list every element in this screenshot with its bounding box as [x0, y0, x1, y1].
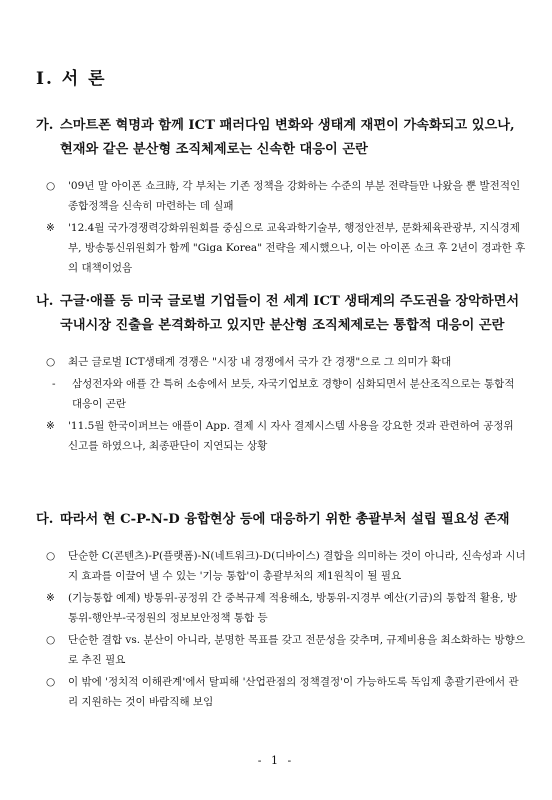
- section-items: [36, 546, 526, 712]
- section-items: [36, 352, 526, 456]
- list-item: [36, 176, 526, 216]
- note-mark-icon: ※: [46, 222, 55, 234]
- list-item-text: 이 밖에 '정치적 이해관계'에서 탈피해 '산업관점의 정책결정'이 가능하도록 독임제 총괄기관에서 관리 지원하는 것이 바람직해 보임: [68, 676, 519, 708]
- list-item-text: 최근 글로벌 ICT생태계 경쟁은 "시장 내 경쟁에서 국가 간 경쟁"으로 그 의미가 확대: [68, 356, 452, 368]
- note-mark-icon: ※: [46, 420, 55, 432]
- list-item: [36, 672, 526, 712]
- section-heading-text: 따라서 현 C-P-N-D 융합현상 등에 대응하기 위한 총괄부처 설립 필요성 존재: [60, 512, 510, 527]
- section-marker: 가.: [36, 118, 54, 133]
- list-item: [36, 374, 526, 414]
- list-item: [36, 588, 526, 628]
- list-item-text: '12.4월 국가경쟁력강화위원회를 중심으로 교육과학기술부, 행정안전부, 문화체육관광부, 지식경제부, 방송통신위원회가 함께 "Giga Korea" 전략을 제시했으나, 이는 아이폰 쇼크 후 2년이 경과한 후의 대책이었음: [68, 222, 526, 274]
- list-item: [36, 218, 526, 278]
- section-marker: 나.: [36, 294, 54, 309]
- list-item-text: 단순한 결합 vs. 분산이 아니라, 분명한 목표를 갖고 전문성을 갖추며, 규제비용을 최소화하는 방향으로 추진 필요: [68, 634, 525, 666]
- list-item-text: (기능통합 예제) 방통위-공정위 간 중복규제 적용해소, 방통위-지경부 예산(기금)의 통합적 활용, 방통위-행안부-국정원의 정보보안정책 통합 등: [68, 592, 517, 624]
- list-item-text: '09년 말 아이폰 쇼크時, 각 부처는 기존 정책을 강화하는 수준의 부분 전략들만 나왔을 뿐 발전적인 종합정책을 신속히 마련하는 데 실패: [68, 180, 521, 212]
- list-item: [36, 546, 526, 586]
- chapter-title: Ⅰ. 서 론: [36, 69, 107, 89]
- list-item-text: 삼성전자와 애플 간 특허 소송에서 보듯, 자국기업보호 경향이 심화되면서 분산조직으로는 통합적 대응이 곤란: [72, 378, 515, 410]
- section-da: [36, 508, 526, 714]
- section-ga: [36, 114, 526, 280]
- section-heading: [36, 508, 526, 532]
- list-item-text: 단순한 C(콘텐츠)-P(플랫폼)-N(네트워크)-D(디바이스) 결합을 의미하는 것이 아니라, 신속성과 시너지 효과를 이끌어 낼 수 있는 '기능 통합'이 총괄부처의 제1원칙이 될 필요: [68, 550, 526, 582]
- bullet-dash-icon: -: [52, 378, 56, 390]
- list-item: [36, 416, 526, 456]
- bullet-circle-icon: ○: [46, 550, 56, 562]
- bullet-circle-icon: ○: [46, 180, 56, 192]
- section-na: [36, 290, 526, 458]
- section-heading-text: 구글·애플 등 미국 글로벌 기업들이 전 세계 ICT 생태계의 주도권을 장악하면서 국내시장 진출을 본격화하고 있지만 분산형 조직체제로는 통합적 대응이 곤란: [60, 294, 520, 333]
- section-heading-text: 스마트폰 혁명과 함께 ICT 패러다임 변화와 생태계 재편이 가속화되고 있으나, 현재와 같은 분산형 조직체제로는 신속한 대응이 곤란: [60, 118, 515, 157]
- section-heading: [36, 290, 526, 338]
- page-number: - 1 -: [257, 754, 295, 767]
- list-item: [36, 630, 526, 670]
- bullet-circle-icon: ○: [46, 634, 56, 646]
- section-items: [36, 176, 526, 278]
- note-mark-icon: ※: [46, 592, 55, 604]
- list-item-text: '11.5월 한국이퍼브는 애플이 App. 결제 시 자사 결제시스템 사용을 강요한 것과 관련하여 공정위 신고를 하였으나, 최종판단이 지연되는 상황: [68, 420, 514, 452]
- list-item: [36, 352, 526, 372]
- bullet-circle-icon: ○: [46, 356, 56, 368]
- bullet-circle-icon: ○: [46, 676, 56, 688]
- section-marker: 다.: [36, 512, 54, 527]
- section-heading: [36, 114, 526, 162]
